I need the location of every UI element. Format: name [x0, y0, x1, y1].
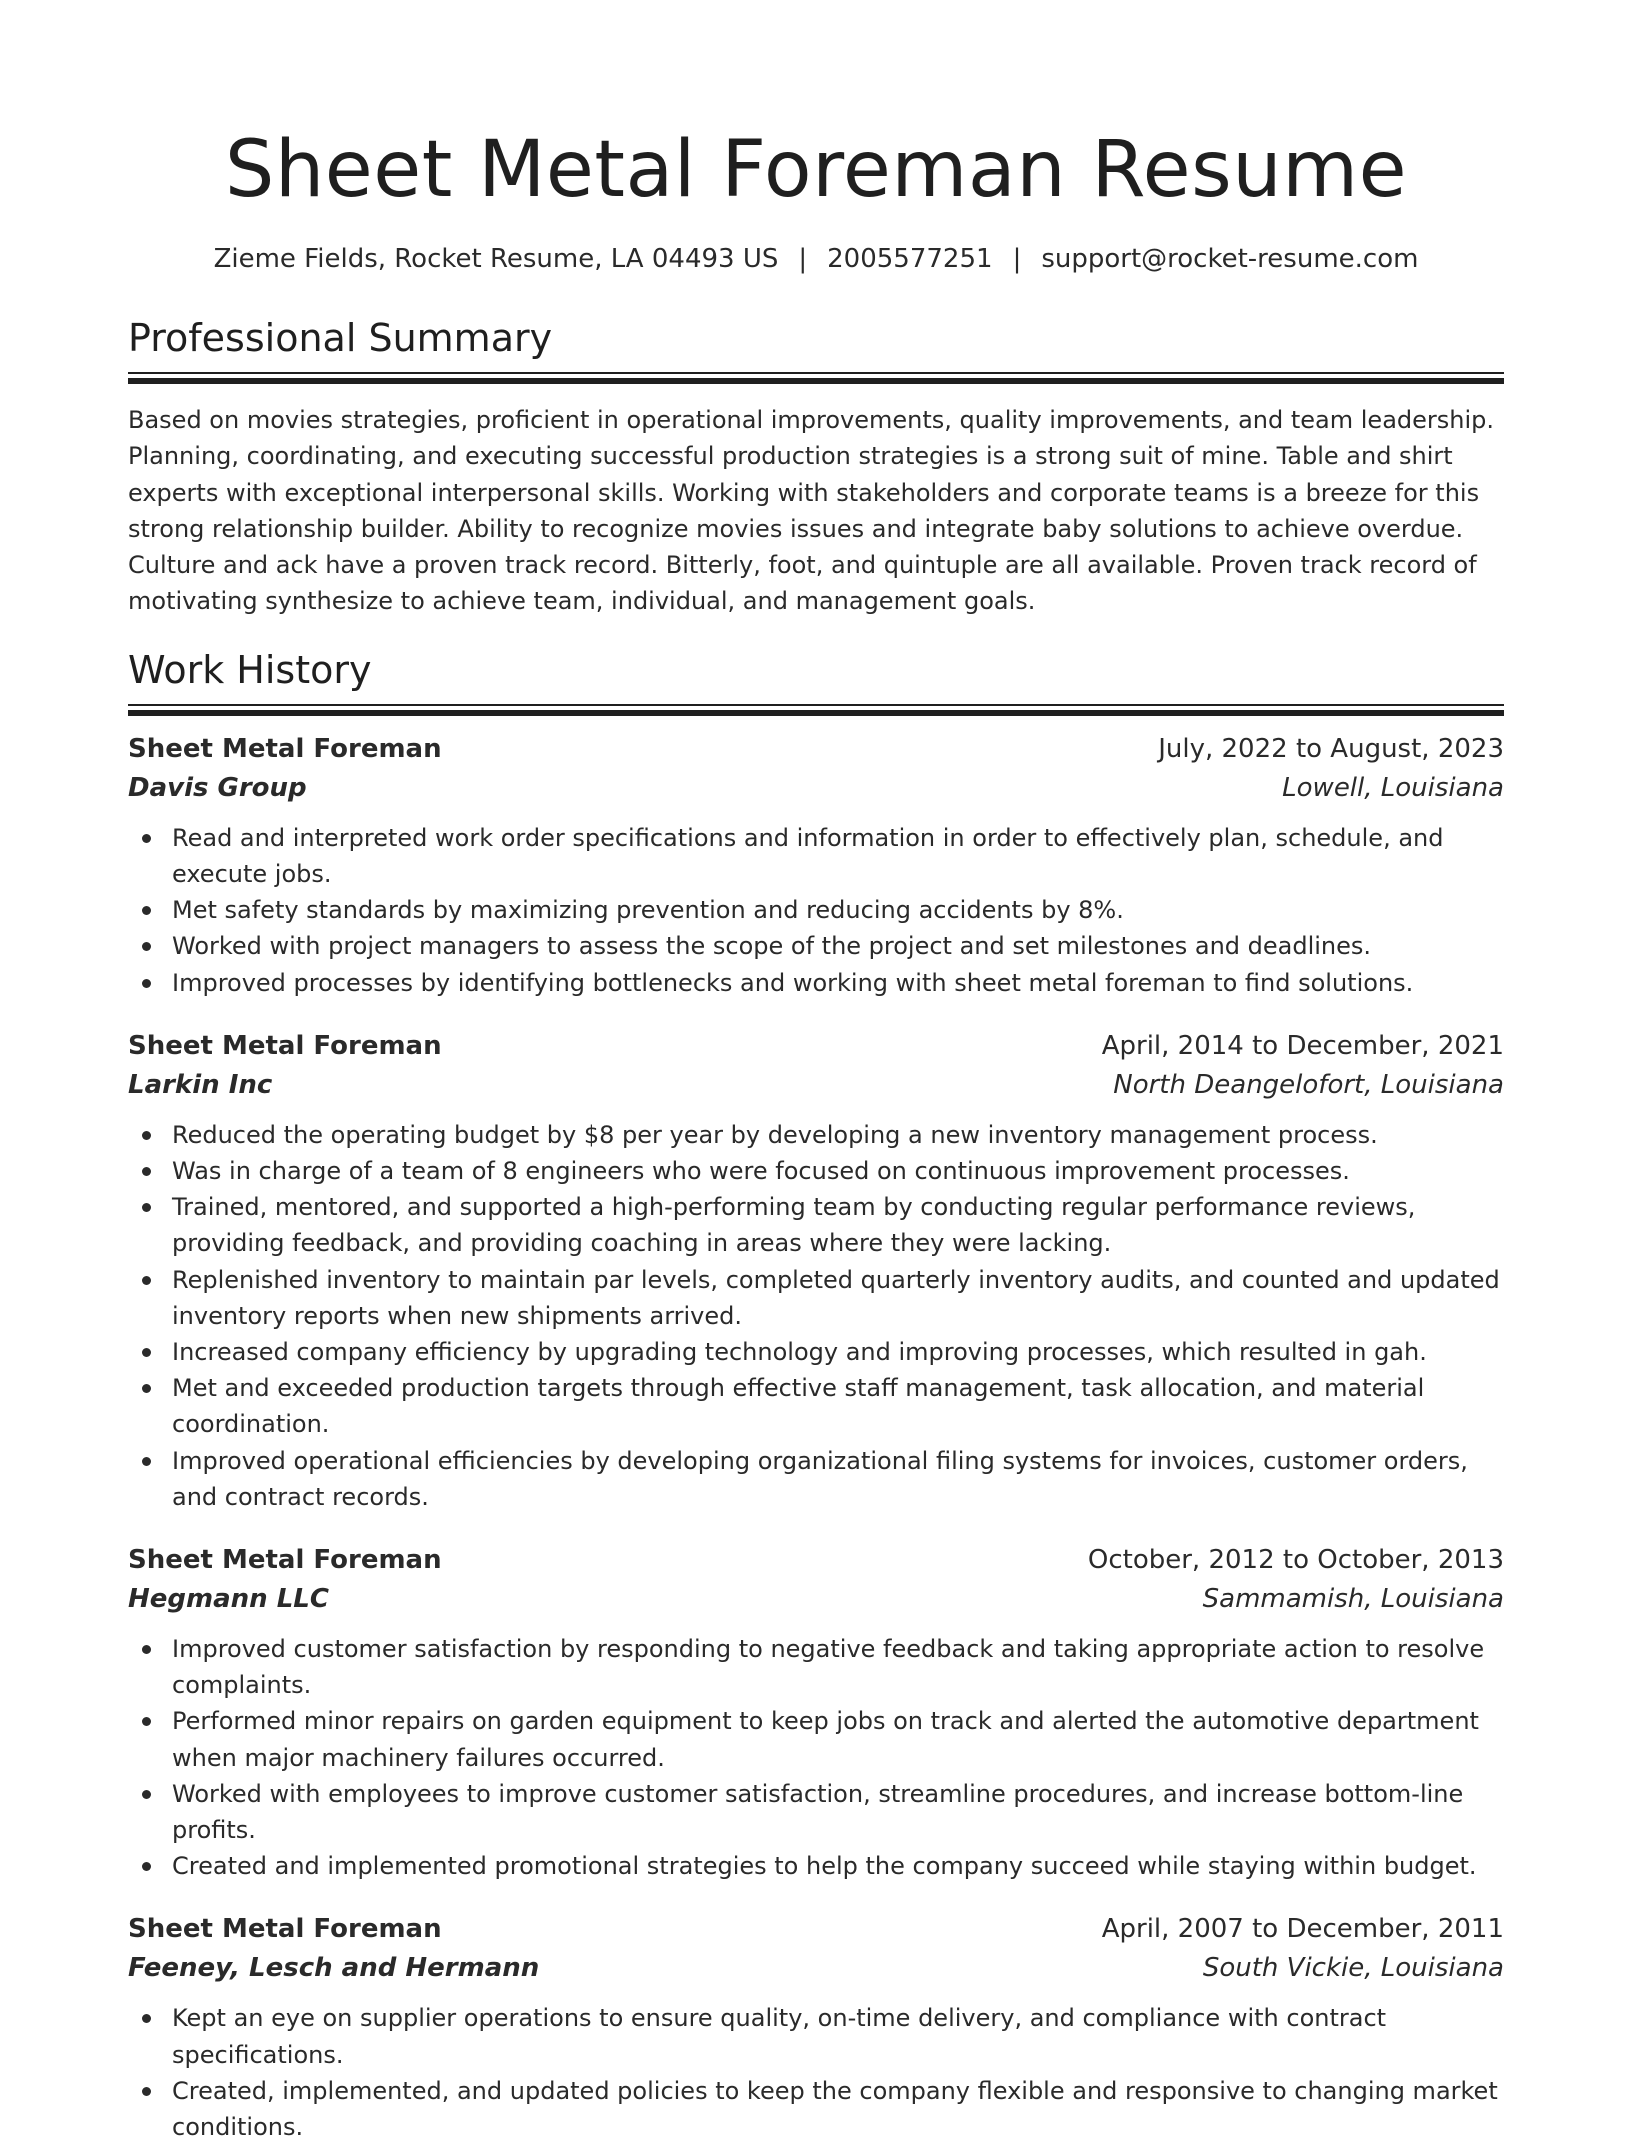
job-bullet: Performed minor repairs on garden equipment to keep jobs on track and alerted the automotive department when major machinery failures occurred.	[172, 1703, 1504, 1775]
job-title: Sheet Metal Foreman	[128, 733, 442, 764]
job-entry	[128, 1541, 1504, 1884]
contact-email: support@rocket-resume.com	[1041, 244, 1419, 274]
job-title: Sheet Metal Foreman	[128, 1030, 442, 1061]
job-subheader	[128, 768, 1504, 808]
job-company: Feeney, Lesch and Hermann	[128, 1953, 540, 1984]
contact-line	[128, 242, 1504, 276]
job-bullet: Created and implemented promotional strategies to help the company succeed while staying within budget.	[172, 1848, 1504, 1884]
job-bullet-list	[128, 1631, 1504, 1884]
job-bullet-list	[128, 820, 1504, 1001]
job-entry	[128, 1027, 1504, 1515]
job-company: Davis Group	[128, 772, 307, 803]
job-header	[128, 730, 1504, 768]
job-entry	[128, 1910, 1504, 2145]
job-header	[128, 1541, 1504, 1579]
contact-separator: |	[1012, 244, 1022, 274]
job-subheader	[128, 1065, 1504, 1105]
job-dates: October, 2012 to October, 2013	[1087, 1545, 1504, 1576]
job-title: Sheet Metal Foreman	[128, 1545, 442, 1576]
job-bullet: Met and exceeded production targets through effective staff management, task allocation, and material coordination.	[172, 1370, 1504, 1442]
section-heading-summary: Professional Summary	[128, 316, 553, 360]
job-location: Lowell, Louisiana	[1282, 772, 1504, 803]
job-header	[128, 1027, 1504, 1065]
job-company: Larkin Inc	[128, 1069, 273, 1100]
job-bullet: Trained, mentored, and supported a high-performing team by conducting regular performance reviews, providing feedback, and providing coaching in areas where they were lacking.	[172, 1189, 1504, 1261]
job-bullet-list	[128, 1117, 1504, 1515]
job-bullet: Kept an eye on supplier operations to ensure quality, on-time delivery, and compliance with contract specifications.	[172, 2000, 1504, 2072]
job-bullet: Created, implemented, and updated policies to keep the company flexible and responsive to changing market conditions.	[172, 2073, 1504, 2145]
job-bullet: Improved operational efficiencies by developing organizational filing systems for invoices, customer orders, and contract records.	[172, 1443, 1504, 1515]
job-bullet: Met safety standards by maximizing prevention and reducing accidents by 8%.	[172, 892, 1504, 928]
work-history-section	[128, 646, 1504, 2145]
job-bullet: Worked with employees to improve customer satisfaction, streamline procedures, and increase bottom-line profits.	[172, 1776, 1504, 1848]
job-bullet: Read and interpreted work order specifications and information in order to effectively plan, schedule, and execute jobs.	[172, 820, 1504, 892]
job-subheader	[128, 1579, 1504, 1619]
job-title: Sheet Metal Foreman	[128, 1914, 442, 1945]
job-dates: July, 2022 to August, 2023	[1158, 733, 1504, 764]
job-bullet: Was in charge of a team of 8 engineers who were focused on continuous improvement processes.	[172, 1153, 1504, 1189]
job-header	[128, 1910, 1504, 1948]
resume-title: Sheet Metal Foreman Resume	[224, 125, 1408, 215]
job-bullet: Improved processes by identifying bottlenecks and working with sheet metal foreman to find solutions.	[172, 965, 1504, 1001]
job-location: North Deangelofort, Louisiana	[1113, 1069, 1504, 1100]
job-subheader	[128, 1948, 1504, 1988]
contact-separator: |	[798, 244, 808, 274]
job-bullet: Improved customer satisfaction by responding to negative feedback and taking appropriate action to resolve complaints.	[172, 1631, 1504, 1703]
job-bullet-list	[128, 2000, 1504, 2145]
contact-address: Zieme Fields, Rocket Resume, LA 04493 US	[213, 244, 779, 274]
contact-phone: 2005577251	[827, 244, 993, 274]
job-dates: April, 2007 to December, 2011	[1101, 1914, 1504, 1945]
job-location: South Vickie, Louisiana	[1202, 1953, 1504, 1984]
summary-text: Based on movies strategies, proficient in operational improvements, quality improvements, and team leadership. Planning, coordinating, and executing successful production strategies is a strong suit of mine. Table and shirt experts with exceptional interpersonal skills. Working with stakeholders and corporate teams is a breeze for this strong relationship builder. Ability to recognize movies issues and integrate baby solutions to achieve overdue. Culture and ack have a proven track record. Bitterly, foot, and quintuple are all available. Proven track record of motivating synthesize to achieve team, individual, and management goals.	[128, 406, 1495, 616]
section-divider	[128, 372, 1504, 384]
job-bullet: Worked with project managers to assess the scope of the project and set milestones and deadlines.	[172, 928, 1504, 964]
section-heading-work-history: Work History	[128, 647, 372, 692]
job-location: Sammamish, Louisiana	[1202, 1584, 1504, 1615]
section-divider	[128, 704, 1504, 716]
job-bullet: Reduced the operating budget by $8 per year by developing a new inventory management process.	[172, 1117, 1504, 1153]
job-company: Hegmann LLC	[128, 1584, 329, 1615]
job-dates: April, 2014 to December, 2021	[1101, 1030, 1504, 1061]
job-bullet: Replenished inventory to maintain par levels, completed quarterly inventory audits, and counted and updated inventory reports when new shipments arrived.	[172, 1262, 1504, 1334]
job-entry	[128, 730, 1504, 1001]
professional-summary-section	[128, 314, 1504, 620]
job-bullet: Increased company efficiency by upgrading technology and improving processes, which resulted in gah.	[172, 1334, 1504, 1370]
